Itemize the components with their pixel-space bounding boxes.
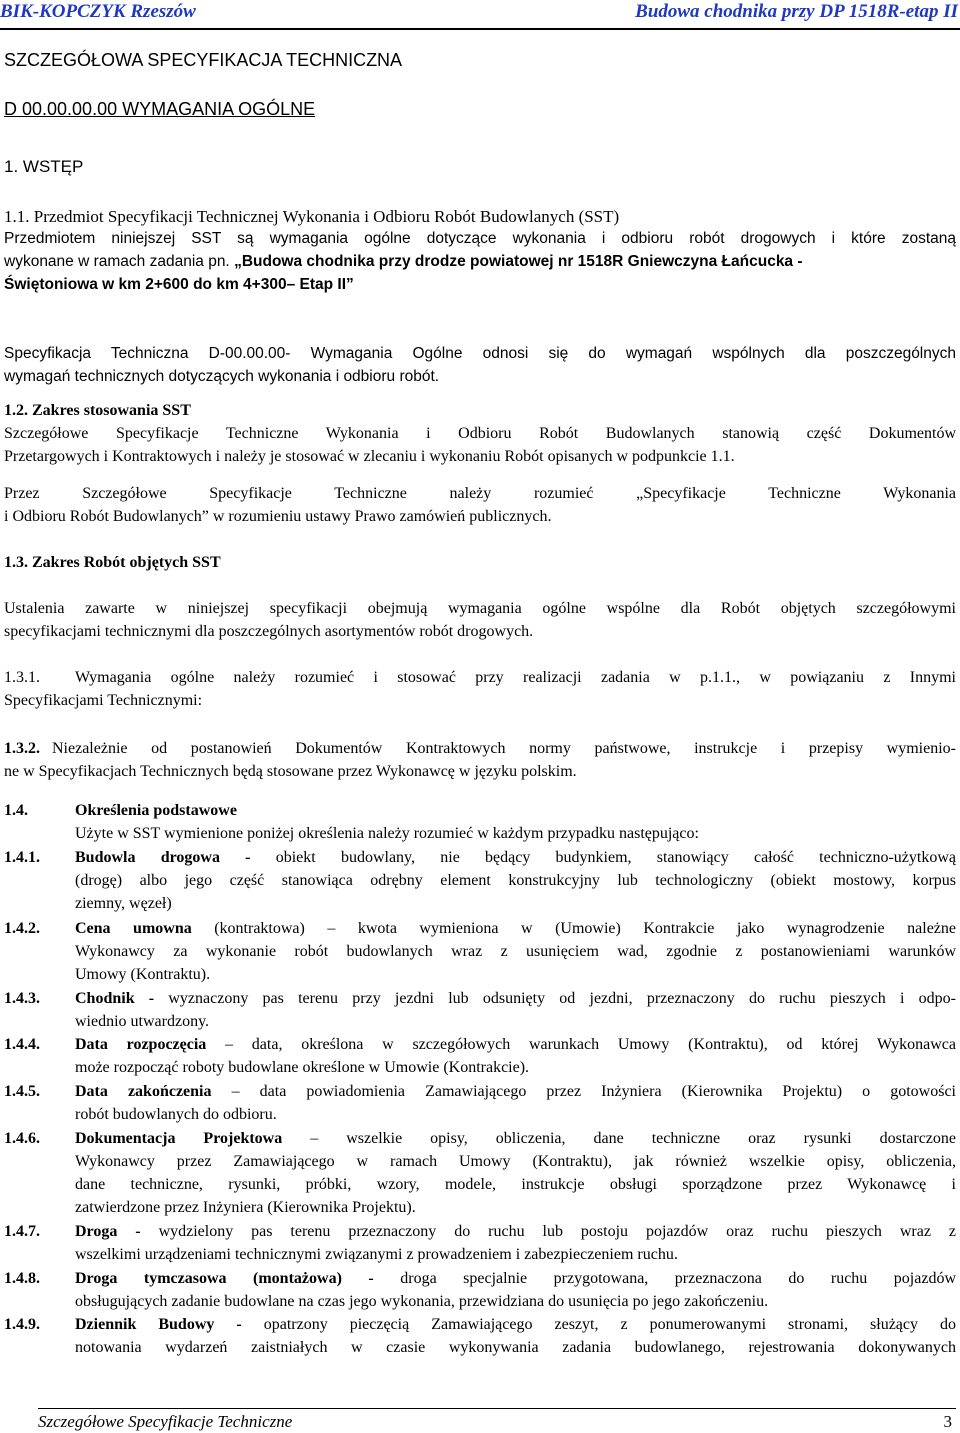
s12-p2-line-1: Przez Szczegółowe Specyfikacje Techniczne należy rozumieć „Specyfikacje Techniczne Wykonania	[4, 485, 956, 502]
s11-line-2-text: wykonane w ramach zadania pn.	[4, 253, 235, 270]
def-term: Data zakończenia	[75, 1083, 212, 1100]
def-text: opatrzony pieczęcią Zamawiającego zeszyt, z ponumerowanymi stronami, służący do	[241, 1316, 957, 1333]
s132-line-1: Niezależnie od postanowień Dokumentów Kontraktowych normy państwowe, instrukcje i przepisy wymienio-	[52, 740, 956, 757]
def-line: robót budowlanych do odbioru.	[75, 1106, 277, 1123]
def-term: Dokumentacja Projektowa	[75, 1130, 283, 1147]
s12-p2-line-2: i Odbioru Robót Budowlanych” w rozumieniu ustawy Prawo zamówień publicznych.	[4, 508, 552, 525]
s11-line-2	[4, 253, 803, 271]
s11-line-1: Przedmiotem niniejszej SST są wymagania ogólne dotyczące wykonania i odbioru robót drogowych i które zostaną	[4, 230, 956, 247]
section-1-4-heading: Określenia podstawowe	[75, 802, 237, 819]
def-term: Droga tymczasowa (montażowa) -	[75, 1270, 374, 1287]
def-text: – wszelkie opisy, obliczenia, dane techniczne oraz rysunki dostarczone	[282, 1130, 957, 1147]
def-line	[75, 849, 956, 867]
s132-line-2: ne w Specyfikacjach Technicznych będą stosowane przez Wykonawcę w języku polskim.	[4, 763, 577, 780]
def-text: – data, określona w szczegółowych warunkach Umowy (Kontraktu), od której Wykonawca	[206, 1036, 956, 1053]
def-line	[75, 920, 956, 938]
s11-p2-line-2: wymagań technicznych dotyczących wykonania i odbioru robót.	[4, 368, 440, 385]
def-line	[75, 1223, 956, 1241]
project-name-part-2: Świętoniowa w km 2+600 do km 4+300– Etap II”	[4, 276, 354, 293]
s12-line-1: Szczegółowe Specyfikacje Techniczne Wykonania i Odbioru Robót Budowlanych stanowią część Dokumentów	[4, 425, 956, 442]
section-1-4-number: 1.4.	[4, 802, 28, 819]
header-project: Budowa chodnika przy DP 1518R-etap II	[635, 1, 958, 22]
def-line: obsługujących zadanie budowlane na czas jego wykonania, przewidziana do usunięcia po jego zakończeniu.	[75, 1293, 769, 1310]
def-line: może rozpocząć roboty budowlane określone w Umowie (Kontrakcie).	[75, 1059, 530, 1076]
def-line: dane techniczne, rysunki, próbki, wzory, modele, instrukcje obsługi sporządzone przez Wykonawcę i	[75, 1176, 956, 1193]
header-company: BIK-KOPCZYK Rzeszów	[0, 1, 196, 22]
def-number: 1.4.9.	[4, 1316, 40, 1333]
def-number: 1.4.2.	[4, 920, 40, 937]
def-line: Wykonawcy za wykonanie robót budowlanych wraz z usunięciem wad, zgodnie z postanowieniami warunków	[75, 943, 956, 960]
def-line	[75, 1036, 956, 1054]
def-line	[75, 1316, 956, 1334]
def-line	[75, 1270, 956, 1288]
def-line: notowania wydarzeń zaistniałych w czasie wykonywania zadania budowlanego, rejestrowania dokonywanych	[75, 1339, 956, 1356]
footer-title: Szczegółowe Specyfikacje Techniczne	[38, 1412, 293, 1431]
def-number: 1.4.5.	[4, 1083, 40, 1100]
def-line	[75, 1083, 956, 1101]
spec-code-title: D 00.00.00.00 WYMAGANIA OGÓLNE	[4, 99, 316, 119]
def-line: zatwierdzone przez Inżyniera (Kierownika Projektu).	[75, 1199, 416, 1216]
def-line: Umowy (Kontraktu).	[75, 966, 211, 983]
s131-line-2: Specyfikacjami Technicznymi:	[4, 692, 203, 709]
section-1-heading: 1. WSTĘP	[4, 157, 84, 176]
def-term: Cena umowna	[75, 920, 192, 937]
section-1-2-heading: 1.2. Zakres stosowania SST	[4, 402, 191, 419]
def-number: 1.4.1.	[4, 849, 40, 866]
def-line: ziemny, węzeł)	[75, 895, 172, 912]
def-line: (drogę) albo jego część stanowiąca odrębny element konstrukcyjny lub technologiczny (obiekt mostowy, korpus	[75, 872, 956, 889]
s132-number: 1.3.2.	[4, 740, 40, 757]
def-line: wszelkimi urządzeniami technicznymi związanymi z prowadzeniem i zabezpieczeniem ruchu.	[75, 1246, 678, 1263]
s12-line-2: Przetargowych i Kontraktowych i należy je stosować w zlecaniu i wykonaniu Robót opisanych w podpunkcie 1.1.	[4, 448, 735, 465]
def-line	[75, 1130, 956, 1148]
def-number: 1.4.4.	[4, 1036, 40, 1053]
s13-line-1: Ustalenia zawarte w niniejszej specyfikacji obejmują wymagania ogólne wspólne dla Robót objętych szczegółowymi	[4, 600, 956, 617]
def-text: wyznaczony pas terenu przy jezdni lub odsunięty od jezdni, przeznaczony do ruchu pieszych i odpo-	[154, 990, 956, 1007]
s131-line-1: Wymagania ogólne należy rozumieć i stosować przy realizacji zadania w p.1.1., w powiązaniu z Innymi	[75, 669, 956, 686]
def-line: wiednio utwardzony.	[75, 1013, 210, 1030]
s13-line-2: specyfikacjami technicznymi dla poszczególnych asortymentów robót drogowych.	[4, 623, 534, 640]
def-term: Droga -	[75, 1223, 141, 1240]
page-header	[0, 0, 960, 30]
project-name-part-1: „Budowa chodnika przy drodze powiatowej nr 1518R Gniewczyna Łańcucka -	[234, 253, 803, 270]
def-number: 1.4.7.	[4, 1223, 40, 1240]
s11-p2-line-1: Specyfikacja Techniczna D-00.00.00- Wymagania Ogólne odnosi się do wymagań wspólnych dla poszczególnych	[4, 345, 956, 362]
spec-title: SZCZEGÓŁOWA SPECYFIKACJA TECHNICZNA	[4, 50, 403, 70]
def-term: Chodnik -	[75, 990, 155, 1007]
def-term: Data rozpoczęcia	[75, 1036, 207, 1053]
def-term: Budowla drogowa -	[75, 849, 251, 866]
s131-number: 1.3.1.	[4, 669, 40, 686]
def-text: droga specjalnie przygotowana, przeznaczona do ruchu pojazdów	[373, 1270, 957, 1287]
def-text: obiekt budowlany, nie będący budynkiem, stanowiący całość techniczno-użytkową	[250, 849, 956, 866]
page-footer	[38, 1408, 956, 1433]
section-1-1-heading: 1.1. Przedmiot Specyfikacji Technicznej Wykonania i Odbioru Robót Budowlanych (SST)	[4, 207, 620, 226]
def-text: (kontraktowa) – kwota wymieniona w (Umowie) Kontrakcie jako wynagrodzenie należne	[191, 920, 957, 937]
def-number: 1.4.6.	[4, 1130, 40, 1147]
def-text: – data powiadomienia Zamawiającego przez Inżyniera (Kierownika Projektu) o gotowości	[211, 1083, 957, 1100]
def-term: Dziennik Budowy -	[75, 1316, 242, 1333]
def-text: wydzielony pas terenu przeznaczony do ruchu lub postoju pojazdów oraz ruchu pieszych wraz z	[140, 1223, 956, 1240]
def-number: 1.4.3.	[4, 990, 40, 1007]
page-number: 3	[943, 1412, 952, 1431]
section-1-4-intro: Użyte w SST wymienione poniżej określenia należy rozumieć w każdym przypadku następująco:	[75, 825, 699, 842]
def-line	[75, 990, 956, 1008]
def-number: 1.4.8.	[4, 1270, 40, 1287]
section-1-3-heading: 1.3. Zakres Robót objętych SST	[4, 554, 221, 571]
def-line: Wykonawcy przez Zamawiającego w ramach Umowy (Kontraktu), jak również wszelkie opisy, obliczenia,	[75, 1153, 956, 1170]
